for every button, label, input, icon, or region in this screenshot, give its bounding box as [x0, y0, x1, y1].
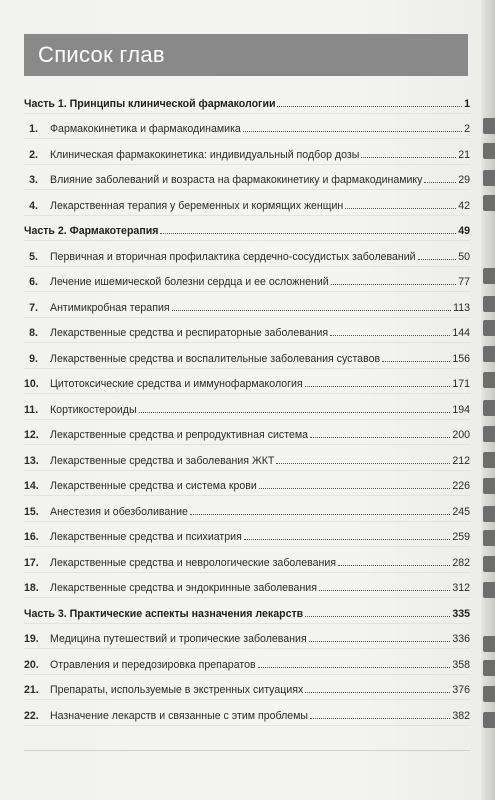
dot-leader — [305, 692, 450, 693]
page-number: 156 — [452, 352, 470, 365]
chapter-number: 20. — [24, 658, 39, 671]
page-number: 259 — [452, 531, 470, 543]
page-title: Список глав — [38, 42, 165, 67]
edge-tab — [483, 320, 495, 336]
dot-leader — [243, 131, 462, 132]
page-number: 335 — [452, 607, 470, 620]
page-number: 200 — [452, 429, 470, 441]
edge-tab — [483, 530, 495, 546]
dot-leader — [244, 539, 451, 540]
chapter-number: 13. — [24, 454, 39, 467]
table-of-contents — [24, 88, 470, 726]
chapter-number: 22. — [24, 709, 39, 722]
toc-chapter-row[interactable] — [24, 445, 470, 471]
chapter-number: 14. — [24, 480, 39, 492]
edge-tab — [483, 636, 495, 652]
edge-tab — [483, 400, 495, 416]
chapter-number: 18. — [24, 582, 39, 594]
toc-chapter-row[interactable] — [24, 547, 470, 573]
edge-tab — [483, 686, 495, 702]
chapter-title: Отравления и передозировка препаратов — [50, 658, 256, 671]
page-number: 358 — [452, 658, 470, 671]
toc-chapter-row[interactable] — [24, 139, 470, 165]
page-number: 144 — [452, 327, 470, 339]
toc-part-row[interactable] — [24, 598, 470, 624]
page-number: 245 — [452, 505, 470, 518]
edge-tab — [483, 346, 495, 362]
toc-chapter-row[interactable] — [24, 394, 470, 420]
toc-chapter-row[interactable] — [24, 573, 470, 599]
page-number: 29 — [458, 174, 470, 186]
chapter-number: 9. — [29, 352, 38, 365]
edge-tab — [483, 452, 495, 468]
chapter-number: 21. — [24, 684, 39, 696]
chapter-title: Препараты, используемые в экстренных ситуациях — [50, 684, 304, 696]
toc-chapter-row[interactable] — [24, 369, 470, 395]
toc-chapter-row[interactable] — [24, 318, 470, 344]
dot-leader — [330, 335, 450, 336]
edge-tab — [483, 712, 495, 728]
dot-leader — [361, 157, 456, 158]
toc-chapter-row[interactable] — [24, 114, 470, 140]
toc-chapter-row[interactable] — [24, 522, 470, 548]
toc-chapter-row[interactable] — [24, 241, 470, 267]
chapter-title: Лекарственные средства и заболевания ЖКТ — [50, 454, 275, 467]
dot-leader — [331, 284, 457, 285]
dot-leader — [382, 361, 450, 362]
chapter-title: Цитотоксические средства и иммунофармакология — [50, 378, 303, 390]
chapter-title: Лекарственные средства и неврологические заболевания — [50, 556, 337, 569]
dot-leader — [338, 565, 450, 566]
chapter-number: 1. — [29, 123, 38, 135]
toc-chapter-row[interactable] — [24, 675, 470, 701]
chapter-title: Медицина путешествий и тропические заболевания — [50, 633, 307, 645]
page-number: 2 — [464, 123, 470, 135]
dot-leader — [276, 463, 450, 464]
chapter-number: 17. — [24, 556, 39, 569]
edge-tab — [483, 118, 495, 134]
chapter-number: 5. — [29, 250, 38, 263]
divider — [24, 750, 470, 751]
chapter-title: Кортикостероиды — [50, 403, 137, 416]
chapter-number: 8. — [29, 327, 38, 339]
page-number: 336 — [452, 633, 470, 645]
page-number: 1 — [464, 97, 470, 110]
edge-tab — [483, 506, 495, 522]
page-number: 376 — [452, 684, 470, 696]
page-number: 226 — [452, 480, 470, 492]
edge-tab — [483, 296, 495, 312]
dot-leader — [310, 718, 450, 719]
chapter-title: Лекарственная терапия у беременных и кормящих женщин — [50, 199, 344, 212]
dot-leader — [190, 514, 450, 515]
dot-leader — [172, 310, 452, 311]
edge-tab — [483, 268, 495, 284]
toc-chapter-row[interactable] — [24, 649, 470, 675]
toc-chapter-row[interactable] — [24, 165, 470, 191]
edge-tab — [483, 372, 495, 388]
edge-tab — [483, 426, 495, 442]
dot-leader — [418, 259, 457, 260]
page-number: 171 — [452, 378, 470, 390]
chapter-title: Лекарственные средства и система крови — [50, 480, 257, 492]
chapter-title: Лекарственные средства и респираторные заболевания — [50, 327, 329, 339]
chapter-number: 3. — [29, 174, 38, 186]
chapter-title: Клиническая фармакокинетика: индивидуальный подбор дозы — [50, 148, 360, 161]
dot-leader — [310, 437, 450, 438]
chapter-title: Анестезия и обезболивание — [50, 505, 188, 518]
dot-leader — [309, 641, 451, 642]
chapter-number: 19. — [24, 633, 39, 645]
chapter-title: Первичная и вторичная профилактика сердечно-сосудистых заболеваний — [50, 250, 416, 263]
toc-part-row[interactable] — [24, 216, 470, 242]
chapter-title: Лекарственные средства и репродуктивная система — [50, 429, 309, 441]
dot-leader — [160, 233, 456, 234]
dot-leader — [258, 667, 451, 668]
edge-tab — [483, 478, 495, 494]
dot-leader — [319, 590, 450, 591]
chapter-number: 16. — [24, 531, 39, 543]
toc-chapter-row[interactable] — [24, 267, 470, 293]
chapter-title: Лечение ишемической болезни сердца и ее осложнений — [50, 276, 329, 288]
page-number: 212 — [452, 454, 470, 467]
toc-chapter-row[interactable] — [24, 700, 470, 726]
toc-chapter-row[interactable] — [24, 624, 470, 650]
edge-tab — [483, 660, 495, 676]
edge-tab — [483, 170, 495, 186]
page-number: 42 — [458, 199, 470, 212]
toc-chapter-row[interactable] — [24, 420, 470, 446]
toc-chapter-row[interactable] — [24, 496, 470, 522]
page-number: 50 — [458, 250, 470, 263]
edge-tab — [483, 582, 495, 598]
chapter-number: 4. — [29, 199, 38, 212]
toc-chapter-row[interactable] — [24, 343, 470, 369]
chapter-number: 15. — [24, 505, 39, 518]
page-number: 49 — [458, 225, 470, 237]
toc-header — [24, 34, 468, 76]
toc-chapter-row[interactable] — [24, 190, 470, 216]
chapter-number: 12. — [24, 429, 39, 441]
chapter-title: Антимикробная терапия — [50, 301, 170, 314]
chapter-title: Лекарственные средства и психиатрия — [50, 531, 242, 543]
chapter-title: Лекарственные средства и воспалительные заболевания суставов — [50, 352, 381, 365]
page-number: 312 — [452, 582, 470, 594]
page-number: 77 — [458, 276, 470, 288]
dot-leader — [305, 616, 450, 617]
edge-tab — [483, 556, 495, 572]
chapter-title: Назначение лекарств и связанные с этим проблемы — [50, 709, 309, 722]
part-title: Часть 3. Практические аспекты назначения лекарств — [24, 607, 304, 620]
toc-part-row[interactable] — [24, 88, 470, 114]
page-number: 21 — [458, 148, 470, 161]
chapter-title: Фармакокинетика и фармакодинамика — [50, 123, 241, 135]
dot-leader — [277, 106, 462, 107]
chapter-number: 11. — [24, 403, 39, 416]
dot-leader — [259, 488, 451, 489]
toc-chapter-row[interactable] — [24, 471, 470, 497]
chapter-title: Влияние заболеваний и возраста на фармакокинетику и фармакодинамику — [50, 174, 423, 186]
chapter-number: 2. — [29, 148, 38, 161]
chapter-title: Лекарственные средства и эндокринные заболевания — [50, 582, 317, 594]
page-number: 113 — [453, 301, 470, 314]
part-title: Часть 2. Фармакотерапия — [24, 225, 159, 237]
toc-chapter-row[interactable] — [24, 292, 470, 318]
dot-leader — [139, 412, 451, 413]
chapter-number: 6. — [29, 276, 38, 288]
dot-leader — [305, 386, 451, 387]
dot-leader — [345, 208, 456, 209]
page-number: 282 — [452, 556, 470, 569]
chapter-number: 7. — [29, 301, 38, 314]
dot-leader — [424, 182, 456, 183]
part-title: Часть 1. Принципы клинической фармакологии — [24, 97, 276, 110]
chapter-number: 10. — [24, 378, 39, 390]
page-number: 382 — [452, 709, 470, 722]
edge-tab — [483, 143, 495, 159]
page-number: 194 — [452, 403, 470, 416]
edge-tab — [483, 195, 495, 211]
